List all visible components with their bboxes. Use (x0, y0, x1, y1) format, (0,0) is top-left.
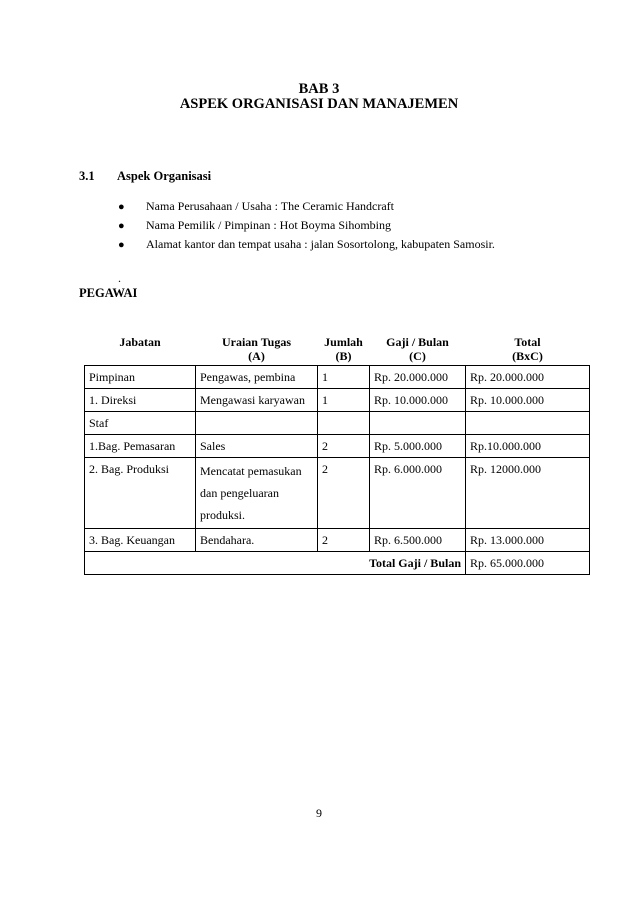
owner-name: Nama Pemilik / Pimpinan : Hot Boyma Sihombing (146, 218, 391, 232)
employee-salary-table (84, 333, 590, 575)
table-row (85, 366, 590, 389)
chapter-number: BAB 3 (298, 81, 340, 97)
stray-mark: . (118, 271, 121, 285)
section-number: 3.1 (79, 169, 95, 183)
cell-jabatan: 1. Direksi (85, 389, 196, 412)
cell-jumlah: 1 (318, 389, 370, 412)
page-number: 9 (316, 806, 322, 820)
cell-gaji: Rp. 20.000.000 (370, 366, 466, 389)
bullet-icon: ● (118, 201, 125, 213)
pegawai-heading: PEGAWAI (79, 286, 138, 300)
table-row (85, 389, 590, 412)
cell-jumlah: 1 (318, 366, 370, 389)
cell-total: Rp. 20.000.000 (466, 366, 590, 389)
cell-jabatan: 1.Bag. Pemasaran (85, 435, 196, 458)
cell-tugas: Sales (196, 435, 318, 458)
header-jabatan: Jabatan (119, 335, 161, 349)
cell-gaji: Rp. 10.000.000 (370, 389, 466, 412)
cell-tugas: Mengawasi karyawan (196, 389, 318, 412)
cell-gaji (370, 412, 466, 435)
cell-tugas: Mencatat pemasukan dan pengeluaran produksi. (196, 458, 318, 529)
cell-gaji: Rp. 5.000.000 (370, 435, 466, 458)
header-uraian-tugas: Uraian Tugas (A) (221, 335, 292, 363)
table-row (85, 412, 590, 435)
list-item (118, 236, 495, 255)
cell-jumlah: 2 (318, 435, 370, 458)
cell-jabatan: Staf (85, 412, 196, 435)
table-header-row (85, 333, 590, 366)
section-title: Aspek Organisasi (117, 169, 212, 183)
header-total: Total (BxC) (512, 335, 543, 363)
cell-total: Rp.10.000.000 (466, 435, 590, 458)
cell-total: Rp. 13.000.000 (466, 529, 590, 552)
chapter-title: ASPEK ORGANISASI DAN MANAJEMEN (179, 96, 459, 112)
cell-tugas (196, 412, 318, 435)
header-gaji: Gaji / Bulan (C) (386, 335, 449, 363)
company-name: Nama Perusahaan / Usaha : The Ceramic Handcraft (146, 199, 395, 213)
cell-total: Rp. 10.000.000 (466, 389, 590, 412)
cell-gaji: Rp. 6.500.000 (370, 529, 466, 552)
cell-total: Rp. 12000.000 (466, 458, 590, 529)
cell-tugas: Bendahara. (196, 529, 318, 552)
list-item (118, 198, 495, 217)
bullet-icon: ● (118, 239, 125, 251)
info-bullet-list (118, 198, 495, 255)
cell-jumlah: 2 (318, 529, 370, 552)
list-item (118, 217, 495, 236)
cell-jabatan: 3. Bag. Keuangan (85, 529, 196, 552)
table-row (85, 458, 590, 529)
table-row (85, 529, 590, 552)
cell-total (466, 412, 590, 435)
total-value: Rp. 65.000.000 (466, 552, 590, 575)
cell-jabatan: 2. Bag. Produksi (85, 458, 196, 529)
cell-jabatan: Pimpinan (85, 366, 196, 389)
table-total-row (85, 552, 590, 575)
table-row (85, 435, 590, 458)
cell-jumlah (318, 412, 370, 435)
total-label: Total Gaji / Bulan (85, 552, 466, 575)
cell-jumlah: 2 (318, 458, 370, 529)
cell-tugas: Pengawas, pembina (196, 366, 318, 389)
header-jumlah: Jumlah (B) (324, 335, 363, 363)
bullet-icon: ● (118, 220, 125, 232)
office-address: Alamat kantor dan tempat usaha : jalan Sosortolong, kabupaten Samosir. (146, 237, 495, 251)
cell-gaji: Rp. 6.000.000 (370, 458, 466, 529)
